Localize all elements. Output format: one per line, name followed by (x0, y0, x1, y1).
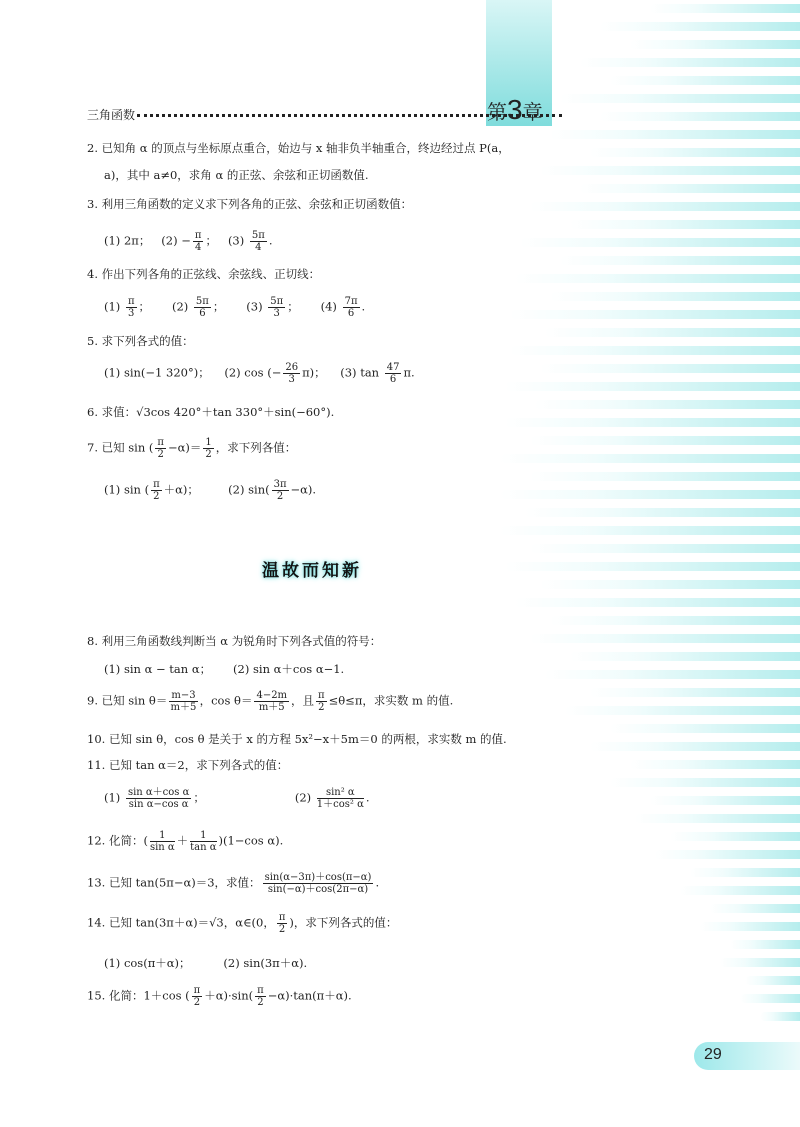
problem-3-parts: (1) 2π； (2) − $\frac{\pi}{4}$ ； (3) $\frac{5\pi}{4}$ . (104, 230, 273, 253)
header-title: 三角函数 (87, 108, 136, 122)
fraction: $\frac{\pi}{4}$ (194, 230, 202, 253)
running-header (87, 94, 557, 130)
problem-10: 10. 已知 sin θ，cos θ 是关于 x 的方程 5x²−x＋5m＝0 的两根，求实数 m 的值. (87, 732, 507, 746)
problem-11-parts: (1) $\frac{\text{sin α＋cos α}}{\text{sin α−cos α}}$ ； (2) $\frac{\text{sin² α}}{\text{1＋cos² α}}$ . (104, 787, 370, 810)
problem-2-line-1: 2. 已知角 α 的顶点与坐标原点重合，始边与 x 轴非负半轴重合，终边经过点 P(a， (87, 141, 510, 155)
problem-4-parts: (1) $\frac{\pi}{3}$ ； (2) $\frac{5\pi}{6}$ ； (3) $\frac{5\pi}{3}$ ； (4) $\frac{7\pi}{6}$ . (104, 296, 366, 319)
problem-5-parts: (1) sin(−1 320°)； (2) cos (− $\frac{26}{3}$ π)； (3) tan $\frac{47}{6}$ π. (104, 362, 415, 385)
problem-2-line-2: a)，其中 a≠0，求角 α 的正弦、余弦和正切函数值. (104, 168, 369, 182)
problem-3: 3. 利用三角函数的定义求下列各角的正弦、余弦和正切函数值： (87, 197, 413, 211)
problem-13: 13. 已知 tan(5π−α)＝3，求值： $\frac{\sin(\alpha-3\pi)+\cos(\pi-\alpha)}{\sin(-\alpha)+\cos(2\pi-\alpha)}$ . (87, 872, 380, 895)
problem-7: 7. 已知 sin ( $\frac{\pi}{2}$ −α)＝ $\frac{1}{2}$ ，求下列各值： (87, 437, 297, 460)
decorative-stripes (470, 0, 800, 1127)
problem-11: 11. 已知 tan α＝2，求下列各式的值： (87, 758, 289, 772)
section-title: 温故而知新 (262, 561, 362, 581)
problem-8: 8. 利用三角函数线判断当 α 为锐角时下列各式值的符号： (87, 634, 382, 648)
problem-6: 6. 求值：√3cos 420°＋tan 330°＋sin(−60°). (87, 405, 335, 419)
problem-5: 5. 求下列各式的值： (87, 334, 194, 348)
fraction: $\frac{5\pi}{4}$ (251, 230, 265, 253)
problem-15: 15. 化简：1＋cos ( $\frac{\pi}{2}$ ＋α)·sin( $\frac{\pi}{2}$ −α)·tan(π＋α). (87, 985, 352, 1008)
problem-4: 4. 作出下列各角的正弦线、余弦线、正切线： (87, 267, 321, 281)
problem-7-parts: (1) sin ( $\frac{\pi}{2}$ ＋α)； (2) sin( $\frac{3\pi}{2}$ −α). (104, 479, 317, 502)
page-number: 29 (694, 1042, 800, 1070)
problem-12: 12. 化简：( $\frac{1}{\text{sin α}}$ ＋ $\frac{1}{\text{tan α}}$ )(1−cos α). (87, 830, 284, 853)
chapter-label: 第3章 (487, 94, 543, 125)
problem-14-parts: (1) cos(π＋α)； (2) sin(3π＋α). (104, 956, 308, 970)
problem-9: 9. 已知 sin θ＝ $\frac{m-3}{m+5}$ ，cos θ＝ $\frac{4-2m}{m+5}$ ，且 $\frac{\pi}{2}$ ≤θ≤π，求实数 m 的值. (87, 690, 454, 713)
problem-8-parts: (1) sin α − tan α； (2) sin α＋cos α−1. (104, 662, 345, 676)
problem-14: 14. 已知 tan(3π＋α)＝√3，α∈(0， $\frac{\pi}{2}$ )，求下列各式的值： (87, 912, 398, 935)
